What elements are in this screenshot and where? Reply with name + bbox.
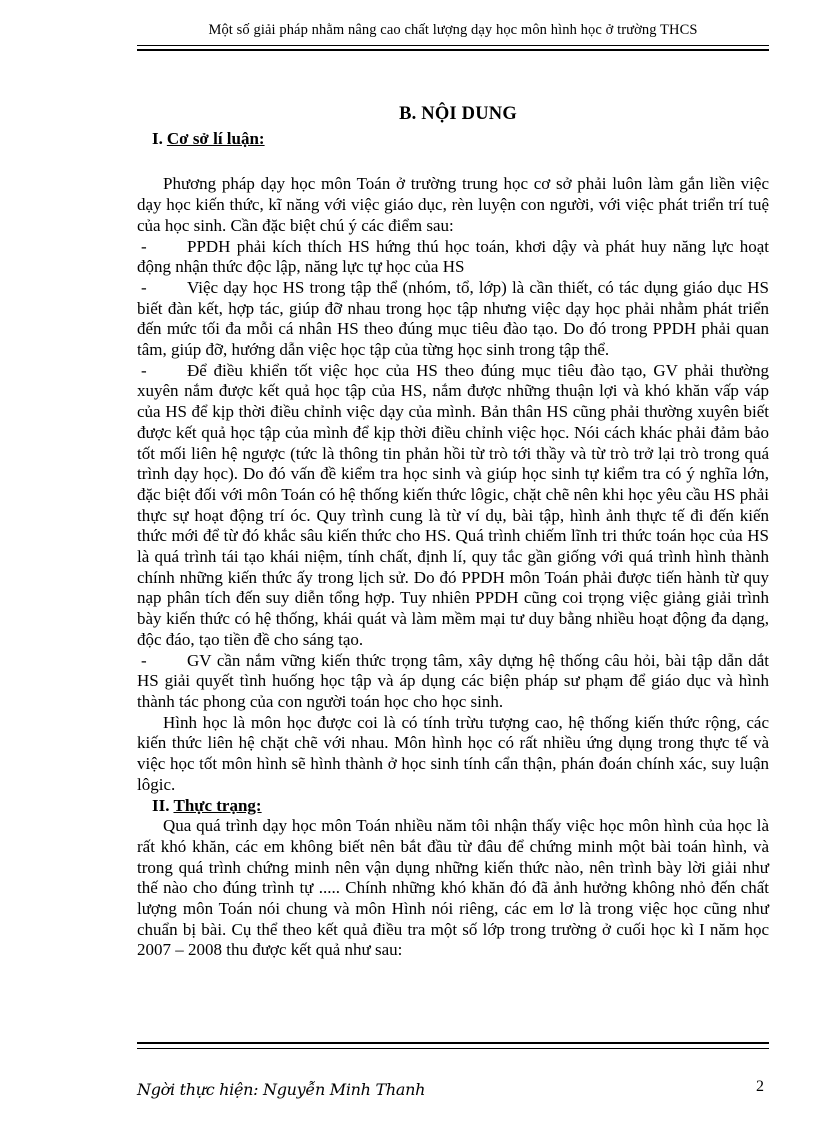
- bullet-text: PPDH phải kích thích HS hứng thú học toán, khơi dậy và phát huy năng lực hoạt động nhận thức độc lập, năng lực tự học của HS: [137, 236, 769, 277]
- heading-text: Cơ sở lí luận:: [166, 128, 265, 148]
- bullet-item: [137, 278, 769, 361]
- bullet-item: [137, 237, 769, 278]
- paragraph-intro: Phương pháp dạy học môn Toán ở trường trung học cơ sở phải luôn làm gắn liền việc dạy học kiến thức, kĩ năng với việc giáo dục, rèn luyện con người, với việc phát triển trí tuệ của học sinh. Cần đặc biệt chú ý các điểm sau:: [137, 174, 769, 235]
- bullet-marker: -: [141, 360, 147, 380]
- footer-rule-thick: [137, 1042, 769, 1044]
- footer-rule-thin: [137, 1048, 769, 1049]
- paragraph-status: Qua quá trình dạy học môn Toán nhiều năm tôi nhận thấy việc học môn hình của học là rất khó khăn, các em không biết nên bắt đầu từ đâu để chứng minh một bài toán hình, và trong quá trình chứng minh nên vận dụng những kiến thức nào, nên trình bày lời giải như thế nào cho đúng trình tự ..... Chính những khó khăn đó đã ảnh hưởng không nhỏ đến chất lượng môn Toán nói chung và môn Hình nói riêng, các em lơ là trong việc học cũng như chuẩn bị bài. Cụ thể theo kết quả điều tra một số lớp trong trường ở cuối học kì I năm học 2007 – 2008 thu được kết quả như sau:: [137, 816, 769, 960]
- bullet-text: GV cần nắm vững kiến thức trọng tâm, xây dựng hệ thống câu hỏi, bài tập dẫn dắt HS giải quyết tình huống học tập và áp dụng các biện pháp sư phạm để giáo dục và hình thành tác phong của con người toán học cho học sinh.: [137, 650, 769, 711]
- bullet-item: [137, 651, 769, 713]
- bullet-text: Để điều khiển tốt việc học của HS theo đúng mục tiêu đào tạo, GV phải thường xuyên nắm được kết quả học tập của HS, nắm được những thuận lợi và khó khăn vấp váp của HS để kịp thời điều chỉnh việc dạy của mình. Bản thân HS cũng phải thường xuyên biết được kết quả học tập của mình để kịp thời điều chỉnh việc học. Nói cách khác phải đảm bảo tốt mối liên hệ ngược (tức là thông tin phản hồi từ trò tới thầy và từ trò trở lại trò trong quá trình dạy học). Do đó vấn đề kiểm tra học sinh và giúp học sinh tự kiểm tra có ý nghĩa lớn, đặc biệt đối với môn Toán có hệ thống kiến thức lôgic, chặt chẽ nên khi học yêu cầu HS phải thực sự hoạt động trí óc. Quy trình cung là từ ví dụ, bài tập, hình ảnh thực tế đi đến kiến thức mới để từ đó khắc sâu kiến thức cho HS. Quá trình chiếm lĩnh tri thức toán học của HS là quá trình tái tạo khái niệm, tính chất, định lí, quy tắc gần giống với quá trình hình thành chính những kiến thức ấy trong lịch sử. Do đó PPDH môn Toán phải được tiến hành từ quy nạp phân tích đến suy diễn tổng hợp. Tuy nhiên PPDH cũng coi trọng việc giảng giải trình bày kiến thức có hệ thống, khái quát và làm mềm mại tư duy bằng nhiều hoạt động đa dạng, độc đáo, tạo tiền đề cho sáng tạo.: [137, 360, 769, 649]
- spacer: [137, 149, 769, 174]
- page-body: [137, 100, 769, 961]
- header-rule-thick: [137, 49, 769, 51]
- heading-part-2: [137, 796, 769, 817]
- bullet-item: [137, 361, 769, 651]
- paragraph-closing: Hình học là môn học được coi là có tính trừu tượng cao, hệ thống kiến thức rộng, các kiến thức liên hệ chặt chẽ với nhau. Môn hình học có rất nhiều ứng dụng trong thực tế và việc học tốt môn hình sẽ hình thành ở học sinh tính cẩn thận, phán đoán chính xác, suy luận lôgic.: [137, 712, 769, 794]
- heading-text: Thực trạng:: [173, 795, 262, 815]
- page-number: 2: [756, 1078, 764, 1095]
- bullet-marker: -: [141, 277, 147, 297]
- bullet-marker: -: [141, 650, 147, 670]
- bullet-marker: -: [141, 236, 147, 256]
- footer-author: Ngời thực hiện: Nguyễn Minh Thanh: [137, 1080, 426, 1099]
- running-footer: [137, 1080, 764, 1099]
- heading-number: I.: [152, 128, 163, 148]
- heading-number: II.: [152, 795, 170, 815]
- running-header: Một số giải pháp nhằm nâng cao chất lượng dạy học môn hình học ở trường THCS: [208, 22, 698, 38]
- header-rule-thin: [137, 45, 769, 46]
- bullet-text: Việc dạy học HS trong tập thể (nhóm, tổ, lớp) là cần thiết, có tác dụng giáo dục HS biết đàn kết, hợp tác, giúp đỡ nhau trong học tập nhưng việc dạy học phải nhằm phát triển đến mức tối đa mỗi cá nhân HS theo đúng mục tiêu đào tạo. Do đó trong PPDH phải quan tâm, giúp đỡ, hướng dẫn việc học tập của từng học sinh trong tập thể.: [137, 277, 769, 360]
- section-title: B. NỘI DUNG: [399, 104, 517, 124]
- heading-part-1: [137, 129, 769, 150]
